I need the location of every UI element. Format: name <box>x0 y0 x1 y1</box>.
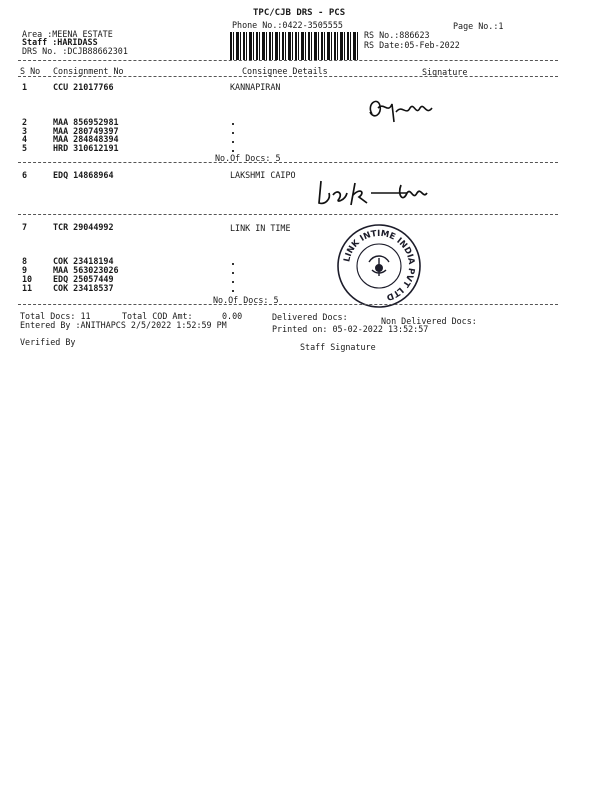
row-sno: 4 <box>22 134 28 144</box>
row-sno: 5 <box>22 143 28 153</box>
non-delivered-docs: Non Delivered Docs: <box>381 316 477 326</box>
rs-number: RS No.:886623 <box>364 30 430 40</box>
row-sno: 2 <box>22 117 28 127</box>
consignee-name: KANNAPIRAN <box>230 82 281 92</box>
phone-number: Phone No.:0422-3505555 <box>232 20 343 30</box>
consignment-number: EDQ 14868964 <box>53 170 114 180</box>
column-header-consignment: Consignment No <box>53 66 124 76</box>
total-cod-amount: 0.00 <box>222 311 243 321</box>
verified-by: Verified By <box>20 337 76 347</box>
signature-handwritten <box>362 94 442 128</box>
divider <box>18 214 558 215</box>
consignment-number: HRD 310612191 <box>53 143 119 153</box>
consignment-number: TCR 29044992 <box>53 222 114 232</box>
row-sno: 1 <box>22 82 28 92</box>
docs-count: No.Of Docs: 5 <box>213 295 279 305</box>
row-sno: 3 <box>22 126 28 136</box>
printed-on: Printed on: 05-02-2022 13:52:57 <box>272 324 429 334</box>
delivered-docs: Delivered Docs: <box>272 312 348 322</box>
row-sno: 6 <box>22 170 28 180</box>
row-sno: 9 <box>22 265 28 275</box>
document-title: TPC/CJB DRS - PCS <box>253 8 346 18</box>
row-sno: 8 <box>22 256 28 266</box>
column-header-sno: S No <box>20 66 41 76</box>
divider <box>18 162 558 163</box>
row-sno: 11 <box>22 283 33 293</box>
column-header-signature: Signature <box>422 67 468 77</box>
row-sno: 10 <box>22 274 33 284</box>
entered-by: Entered By :ANITHAPCS 2/5/2022 1:52:59 PM <box>20 320 227 330</box>
area-label: Area :MEENA ESTATE <box>22 29 113 39</box>
divider <box>18 304 558 305</box>
consignment-number: MAA 284848394 <box>53 134 119 144</box>
consignment-number: MAA 856952981 <box>53 117 119 127</box>
column-header-consignee: Consignee Details <box>242 66 328 76</box>
page-number: Page No.:1 <box>453 21 504 31</box>
consignment-number: CCU 21017766 <box>53 82 114 92</box>
consignment-number: COK 23418194 <box>53 256 114 266</box>
consignment-number: COK 23418537 <box>53 283 114 293</box>
consignment-number: MAA 563023026 <box>53 265 119 275</box>
drs-number: DRS No. :DCJB88662301 <box>22 46 128 56</box>
consignee-name: LAKSHMI CAIPO <box>230 170 296 180</box>
svg-text:LINK INTIME INDIA PVT LTD: LINK INTIME INDIA PVT LTD <box>342 228 417 302</box>
rs-date: RS Date:05-Feb-2022 <box>364 40 460 50</box>
divider <box>18 76 558 77</box>
total-cod-label: Total COD Amt: <box>122 311 193 321</box>
divider <box>18 60 558 61</box>
barcode <box>230 32 360 60</box>
signature-handwritten <box>315 175 435 209</box>
staff-signature-label: Staff Signature <box>300 342 376 352</box>
consignee-name: LINK IN TIME <box>230 223 291 233</box>
staff-label: Staff :HARIDASS <box>22 37 98 47</box>
row-sno: 7 <box>22 222 28 232</box>
consignment-number: MAA 280749397 <box>53 126 119 136</box>
total-docs: Total Docs: 11 <box>20 311 91 321</box>
company-stamp <box>334 222 424 310</box>
docs-count: No.Of Docs: 5 <box>215 153 281 163</box>
consignment-number: EDQ 25057449 <box>53 274 114 284</box>
